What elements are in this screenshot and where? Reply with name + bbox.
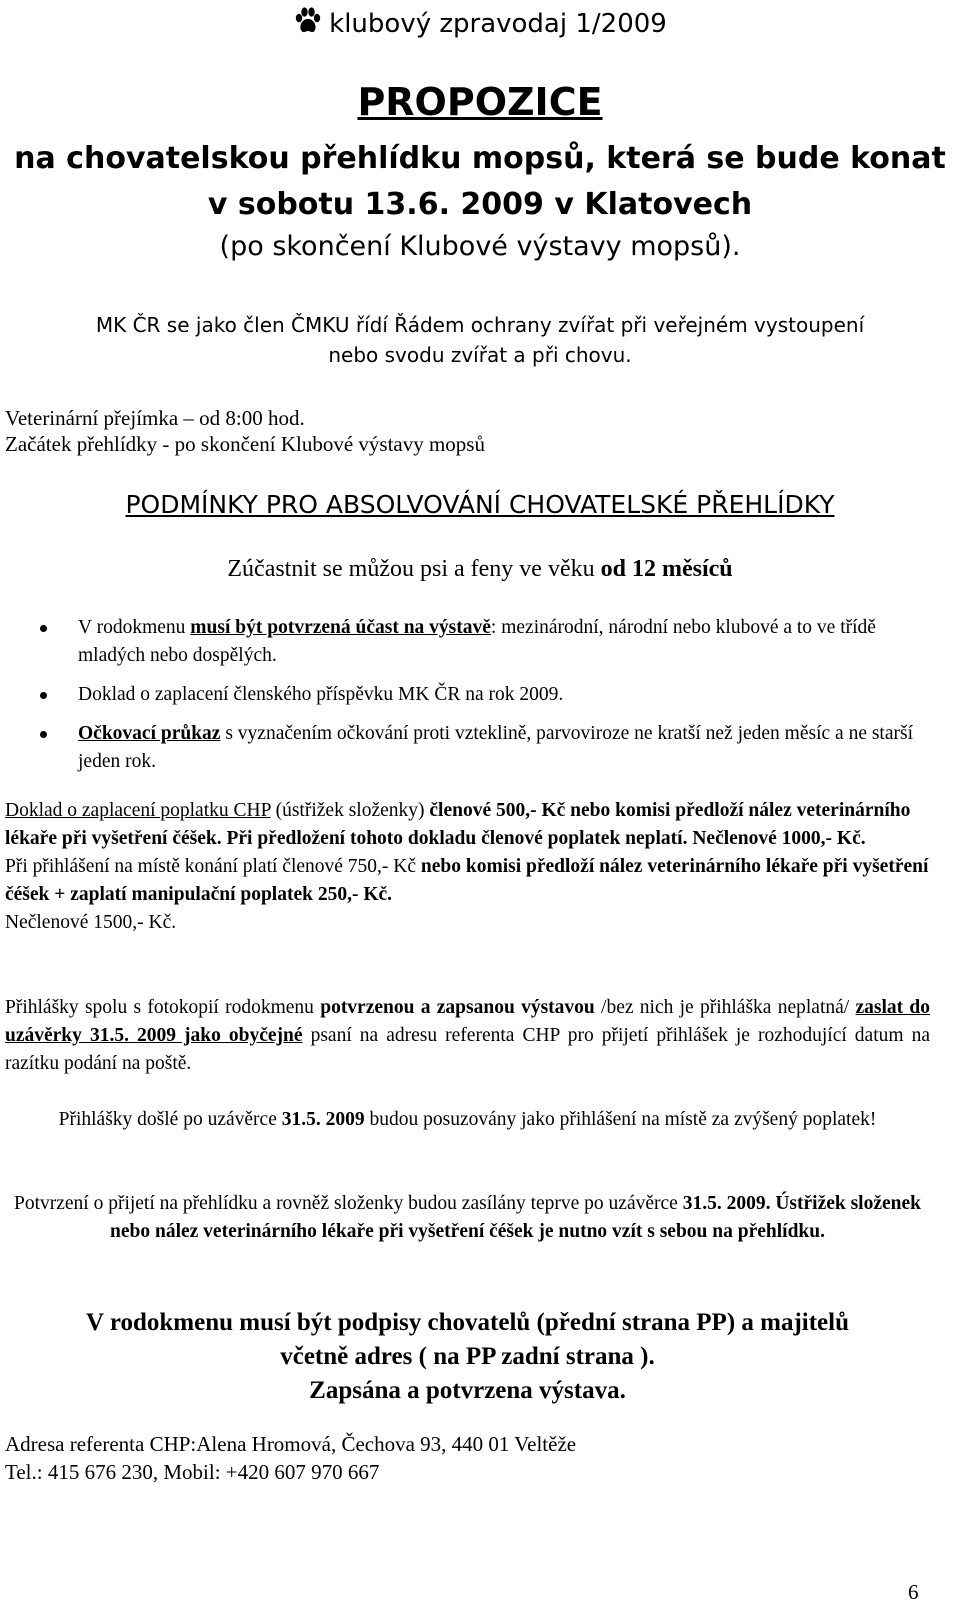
applications-text: Přihlášky spolu s fotokopií rodokmenu	[5, 997, 321, 1018]
header-text: klubový zpravodaj 1/2009	[329, 9, 667, 39]
pedigree-line: včetně adres ( na PP zadní strana ).	[280, 1343, 655, 1370]
fees-underline: Doklad o zaplacení poplatku CHP	[5, 800, 271, 821]
fees-text: Při přihlášení na místě konání platí členové 750,- Kč	[5, 856, 421, 877]
mk-notice	[0, 310, 960, 370]
confirm-bold: 31.5. 2009. Ústřižek složenek nebo nález veterinárního lékaře při vyšetření čéšek je nutno vzít s sebou na přehlídku.	[110, 1193, 922, 1242]
phone-line: Tel.: 415 676 230, Mobil: +420 607 970 667	[5, 1460, 380, 1484]
vet-inspection-line: Veterinární přejímka – od 8:00 hod.	[5, 406, 305, 430]
list-item	[0, 681, 930, 709]
bullet-underline: musí být potvrzená účast na výstavě	[190, 617, 491, 638]
applications-text: /bez nich je přihláška neplatná/	[594, 997, 856, 1018]
page-title: PROPOZICE	[357, 80, 603, 124]
requirements-list	[0, 614, 930, 787]
late-bold: 31.5. 2009	[281, 1109, 365, 1130]
confirmation-paragraph	[0, 1190, 935, 1246]
late-applications	[0, 1106, 935, 1134]
page-number: 6	[908, 1580, 919, 1604]
contact-address	[5, 1430, 930, 1486]
subtitle-line: v sobotu 13.6. 2009 v Klatovech	[207, 187, 753, 222]
mk-line: MK ČR se jako člen ČMKU řídí Řádem ochrany zvířat při veřejném vystoupení	[95, 313, 865, 337]
address-line: Adresa referenta CHP:Alena Hromová, Čechova 93, 440 01 Veltěže	[5, 1432, 577, 1456]
applications-paragraph	[5, 994, 930, 1078]
bullet-text: : mezinárodní, národní nebo klubové a to ve třídě mladých nebo dospělých.	[78, 617, 876, 666]
subtitle	[0, 136, 960, 228]
confirm-text: Potvrzení o přijetí na přehlídku a rovněž složenky budou zasílány teprve po uzávěrce	[13, 1193, 683, 1214]
late-text: budou posuzovány jako přihlášení na místě za zvýšený poplatek!	[364, 1109, 877, 1130]
applications-deadline: zaslat do uzávěrky 31.5. 2009 jako obyčejné	[5, 997, 931, 1046]
pedigree-line: Zapsána a potvrzena výstava.	[309, 1377, 626, 1404]
pedigree-notice	[0, 1306, 935, 1408]
bullet-text: s vyznačením očkování proti vzteklině, parvoviroze ne kratší než jeden měsíc a ne starší jeden rok.	[78, 723, 914, 772]
paw-icon	[293, 6, 323, 36]
bullet-icon	[40, 731, 47, 738]
late-text: Přihlášky došlé po uzávěrce	[58, 1109, 282, 1130]
age-requirement	[0, 556, 960, 583]
bullet-icon	[40, 625, 47, 632]
bullet-text: Doklad o zaplacení členského příspěvku MK ČR na rok 2009.	[78, 684, 564, 705]
subtitle-parenthetical: (po skončení Klubové výstavy mopsů).	[219, 231, 741, 262]
fees-text: (ústřižek složenky)	[270, 800, 430, 821]
applications-bold: potvrzenou a zapsanou výstavou	[320, 997, 595, 1018]
list-item	[0, 720, 930, 776]
age-bold: od 12 měsíců	[600, 556, 733, 582]
fees-paragraph	[5, 797, 930, 937]
schedule	[5, 405, 485, 457]
pedigree-line: V rodokmenu musí být podpisy chovatelů (přední strana PP) a majitelů	[85, 1309, 850, 1336]
age-text: Zúčastnit se můžou psi a feny ve věku	[227, 556, 601, 582]
fees-text: Nečlenové 1500,- Kč.	[5, 912, 177, 933]
list-item	[0, 614, 930, 670]
conditions-heading: PODMÍNKY PRO ABSOLVOVÁNÍ CHOVATELSKÉ PŘEHLÍDKY	[125, 490, 835, 519]
mk-line: nebo svodu zvířat a při chovu.	[328, 343, 632, 367]
newsletter-header	[0, 6, 960, 39]
fees-bold: členové 500,- Kč nebo komisi předloží nález veterinárního lékaře při vyšetření čéšek. Při předložení tohoto dokladu členové poplatek neplatí. Nečlenové 1000,- Kč.	[5, 800, 911, 849]
subtitle-line: na chovatelskou přehlídku mopsů, která se bude konat	[14, 141, 946, 176]
start-line: Začátek přehlídky - po skončení Klubové výstavy mopsů	[5, 432, 485, 456]
bullet-text: V rodokmenu	[78, 617, 191, 638]
bullet-icon	[40, 692, 47, 699]
fees-bold: nebo komisi předloží nález veterinárního lékaře při vyšetření čéšek + zaplatí manipulační poplatek 250,- Kč.	[5, 856, 929, 905]
applications-text: psaní na adresu referenta CHP pro přijetí přihlášek je rozhodující datum na razítku podání na poště.	[5, 1025, 930, 1074]
bullet-underline: Očkovací průkaz	[78, 723, 221, 744]
